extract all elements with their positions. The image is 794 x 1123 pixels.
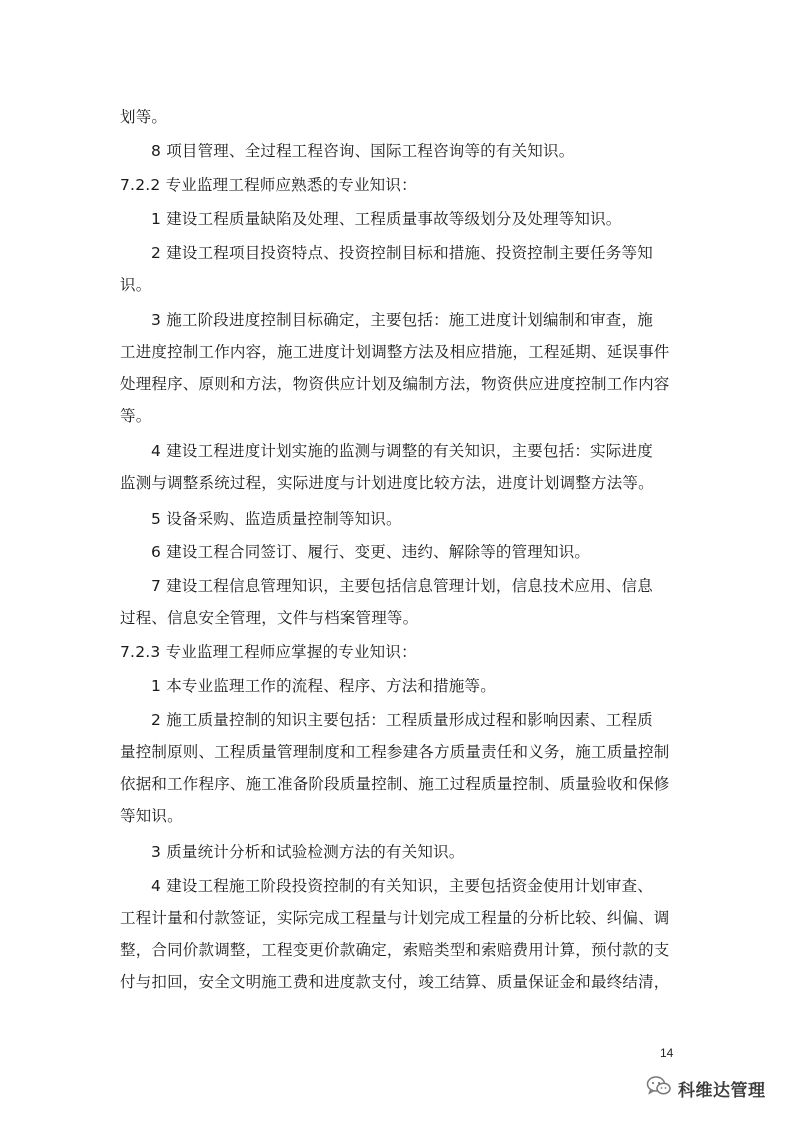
section-heading: 7.2.2 专业监理工程师应熟悉的专业知识： [120,176,417,194]
text-line: 付与扣回，安全文明施工费和进度款支付，竣工结算、质量保证金和最终结清， [120,973,670,991]
text-line: 整，合同价款调整，工程变更价款确定，索赔类型和索赔费用计算，预付款的支 [120,941,670,959]
text-line: 8 项目管理、全过程工程咨询、国际工程咨询等的有关知识。 [151,142,575,160]
text-line: 监测与调整系统过程，实际进度与计划进度比较方法，进度计划调整方法等。 [120,474,654,492]
text-line: 6 建设工程合同签订、履行、变更、违约、解除等的管理知识。 [151,543,591,561]
text-line: 过程、信息安全管理，文件与档案管理等。 [120,609,419,627]
watermark-text: 科维达管理 [678,1080,766,1101]
text-line: 1 本专业监理工作的流程、程序、方法和措施等。 [151,677,496,695]
text-line: 划等。 [120,108,168,126]
text-line: 3 质量统计分析和试验检测方法的有关知识。 [151,843,465,861]
text-line: 处理程序、原则和方法，物资供应计划及编制方法，物资供应进度控制工作内容 [120,375,670,393]
text-line: 工进度控制工作内容，施工进度计划调整方法及相应措施，工程延期、延误事件 [120,343,670,361]
text-line: 3 施工阶段进度控制目标确定，主要包括：施工进度计划编制和审查，施 [151,311,653,329]
text-line: 4 建设工程施工阶段投资控制的有关知识，主要包括资金使用计划审查、 [151,877,653,895]
section-heading: 7.2.3 专业监理工程师应掌握的专业知识： [120,643,417,661]
text-line: 等。 [120,407,152,425]
text-line: 依据和工作程序、施工准备阶段质量控制、施工过程质量控制、质量验收和保修 [120,775,670,793]
text-line: 4 建设工程进度计划实施的监测与调整的有关知识，主要包括：实际进度 [151,442,653,460]
wechat-icon [646,1075,672,1101]
text-line: 2 建设工程项目投资特点、投资控制目标和措施、投资控制主要任务等知 [151,244,653,262]
text-line: 1 建设工程质量缺陷及处理、工程质量事故等级划分及处理等知识。 [151,210,622,228]
text-line: 工程计量和付款签证，实际完成工程量与计划完成工程量的分析比较、纠偏、调 [120,909,670,927]
page-number: 14 [660,1046,674,1060]
watermark [646,1073,766,1103]
text-line: 5 设备采购、监造质量控制等知识。 [151,510,402,528]
text-line: 识。 [120,276,152,294]
text-line: 量控制原则、工程质量管理制度和工程参建各方质量责任和义务，施工质量控制 [120,743,670,761]
text-line: 等知识。 [120,807,183,825]
text-line: 2 施工质量控制的知识主要包括：工程质量形成过程和影响因素、工程质 [151,711,653,729]
text-line: 7 建设工程信息管理知识，主要包括信息管理计划，信息技术应用、信息 [151,577,653,595]
